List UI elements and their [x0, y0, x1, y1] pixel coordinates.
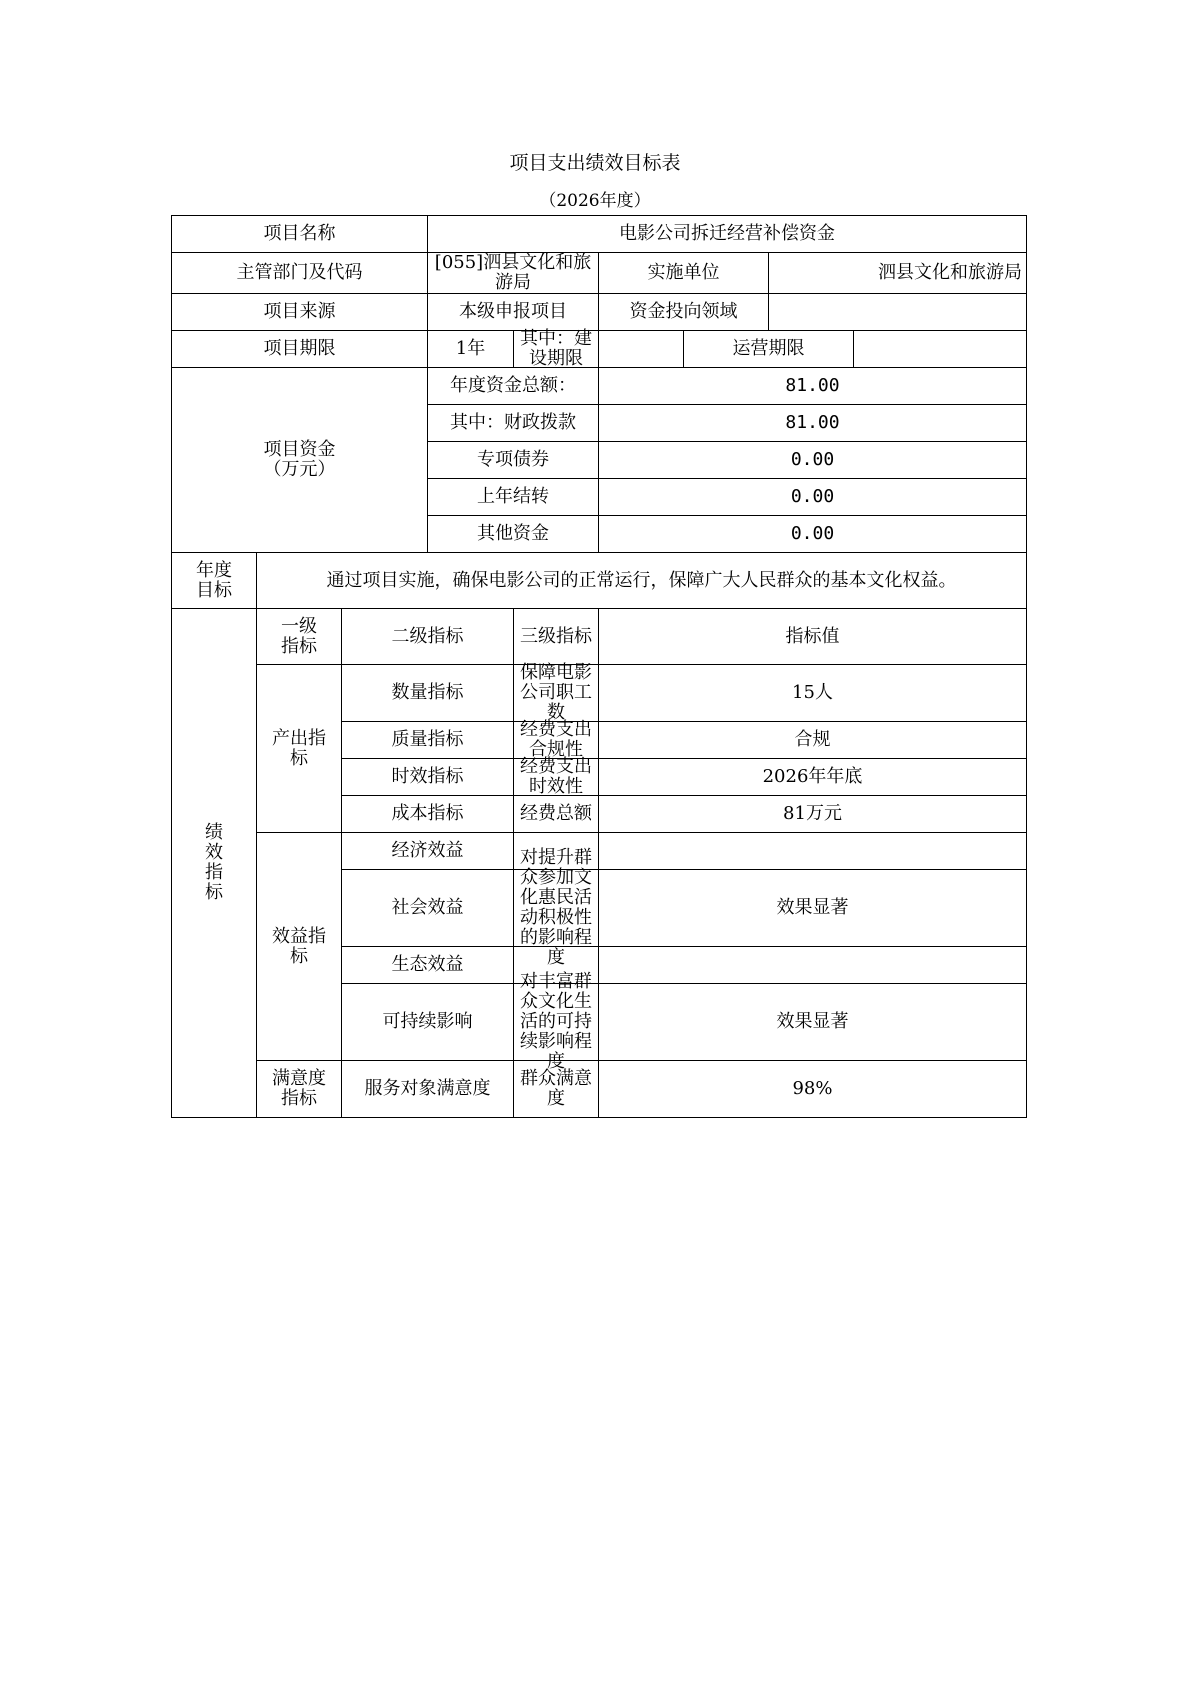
- perf-label: 绩 效 指 标: [172, 609, 257, 1118]
- goal-label: 年度 目标: [172, 553, 257, 609]
- header-level1: 一级 指标: [257, 609, 342, 665]
- fund-other-label: 其他资金: [428, 516, 599, 553]
- fund-fiscal-label: 其中：财政拨款: [428, 405, 599, 442]
- page-title: 项目支出绩效目标表: [509, 152, 681, 174]
- page-subtitle: （2026年度）: [539, 191, 651, 211]
- cost-l3: 经费总额: [520, 803, 592, 824]
- benefit-label: 效益指 标: [257, 833, 342, 1061]
- satisfaction-l3: 群众满意度: [520, 1068, 592, 1109]
- quality-l3: 经费支出合规性: [520, 719, 592, 760]
- period-value: 1年: [428, 331, 514, 367]
- fund-carryover-label: 上年结转: [428, 479, 599, 516]
- social-l2: 社会效益: [342, 870, 514, 946]
- dept-value: [055]泗县文化和旅游局: [428, 253, 599, 294]
- timeliness-value: 2026年年底: [599, 759, 1027, 796]
- quality-value: 合规: [599, 722, 1027, 759]
- output-label: 产出指 标: [257, 665, 342, 833]
- fund-fiscal-value: 81.00: [599, 405, 1027, 442]
- fund-other-value: 0.00: [599, 516, 1027, 553]
- sustain-value: 效果显著: [599, 984, 1027, 1061]
- fund-bond-value: 0.00: [599, 442, 1027, 479]
- quantity-value: 15人: [599, 665, 1027, 722]
- header-level2: 二级指标: [342, 609, 514, 664]
- cost-l2: 成本指标: [342, 796, 514, 832]
- field-label: 资金投向领域: [599, 294, 769, 331]
- header-value: 指标值: [599, 609, 1027, 665]
- satisfaction-value: 98%: [599, 1061, 1027, 1118]
- goal-text: 通过项目实施，确保电影公司的正常运行，保障广大人民群众的基本文化权益。: [257, 553, 1027, 609]
- field-value: [769, 294, 1027, 331]
- social-l3: 对提升群众参加文 化惠民活动积极性 的影响程度: [520, 847, 592, 968]
- satisfaction-l2: 服务对象满意度: [342, 1061, 514, 1117]
- performance-target-table: [171, 215, 1027, 1118]
- source-value: 本级申报项目: [428, 294, 599, 331]
- sustain-l3: 对丰富群众文化生 活的可持续影响程 度: [520, 971, 592, 1072]
- fund-bond-label: 专项债券: [428, 442, 599, 479]
- funds-label: 项目资金 （万元）: [172, 368, 428, 553]
- ecological-value: [599, 947, 1027, 984]
- header-level3: 三级指标: [520, 625, 592, 647]
- project-name-label: 项目名称: [172, 216, 428, 253]
- build-label: 其中：建设期限: [520, 328, 592, 369]
- timeliness-l3: 经费支出时效性: [520, 756, 592, 797]
- sustain-l2: 可持续影响: [342, 984, 514, 1060]
- period-label: 项目期限: [172, 331, 428, 368]
- fund-total-label: 年度资金总额：: [428, 368, 599, 405]
- satisfaction-label: 满意度 指标: [257, 1061, 342, 1118]
- fund-total-value: 81.00: [599, 368, 1027, 405]
- fund-carryover-value: 0.00: [599, 479, 1027, 516]
- economic-l2: 经济效益: [342, 833, 514, 869]
- ecological-l2: 生态效益: [342, 947, 514, 983]
- social-value: 效果显著: [599, 870, 1027, 947]
- project-name-value: 电影公司拆迁经营补偿资金: [428, 216, 1027, 253]
- op-label: 运营期限: [684, 331, 854, 368]
- economic-value: [599, 833, 1027, 870]
- quantity-l2: 数量指标: [342, 665, 514, 721]
- impl-label: 实施单位: [599, 253, 769, 294]
- cost-value: 81万元: [599, 796, 1027, 833]
- build-value: [599, 331, 684, 368]
- timeliness-l2: 时效指标: [342, 759, 514, 795]
- op-value: [854, 331, 1027, 368]
- quantity-l3: 保障电影公司职工 数: [520, 662, 592, 723]
- impl-value: 泗县文化和旅游局: [769, 253, 1027, 294]
- quality-l2: 质量指标: [342, 722, 514, 758]
- dept-label: 主管部门及代码: [172, 253, 428, 294]
- source-label: 项目来源: [172, 294, 428, 331]
